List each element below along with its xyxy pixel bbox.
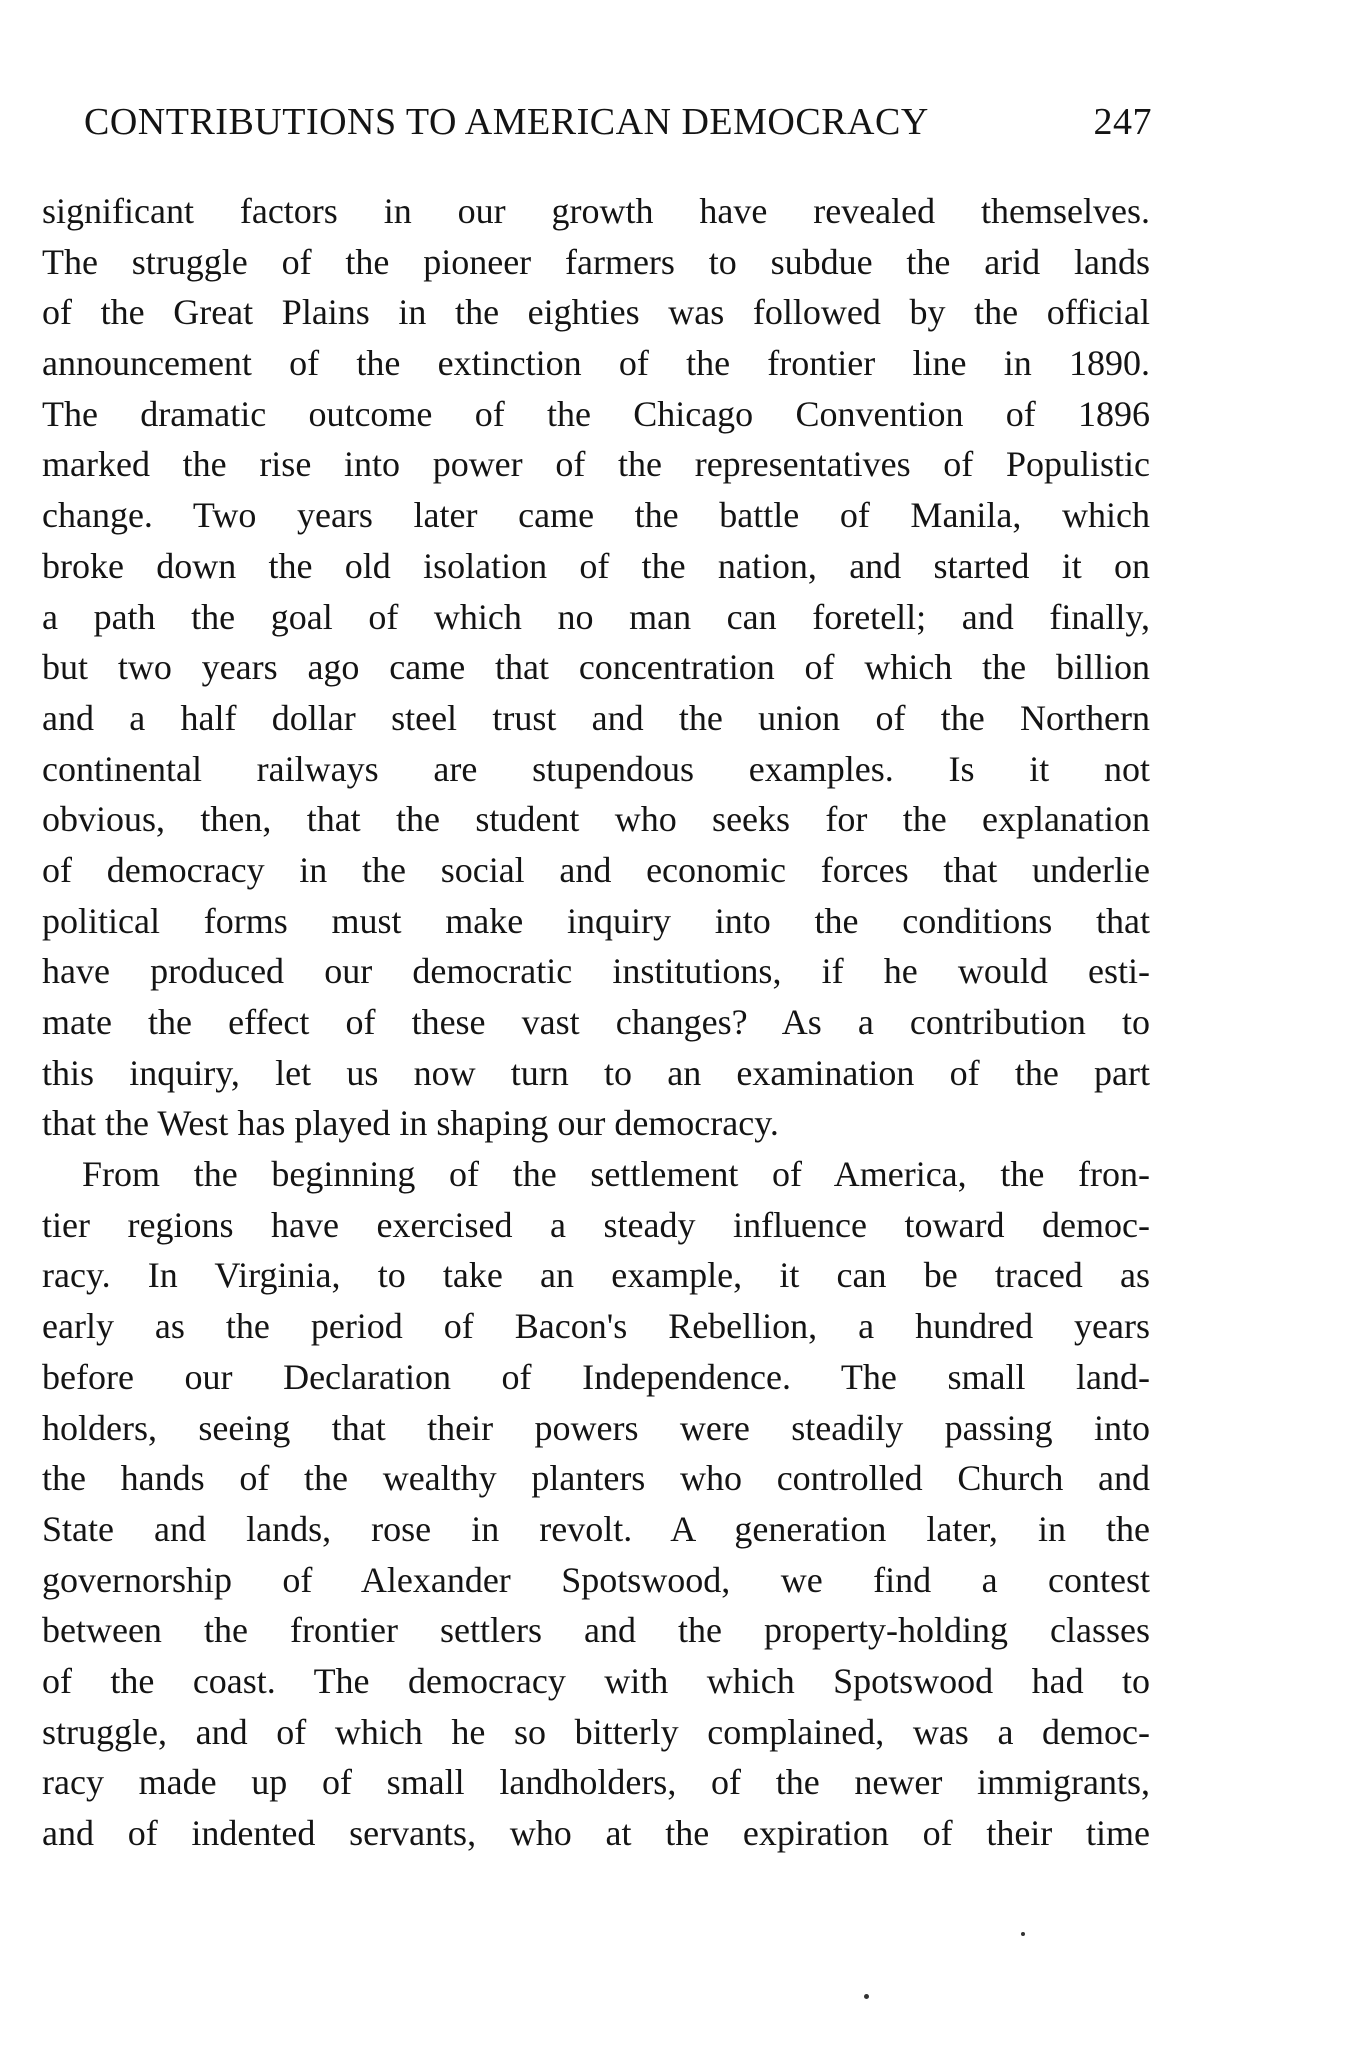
text-line: and of indented servants, who at the expiration of their time (42, 1813, 1150, 1853)
text-line: holders, seeing that their powers were steadily passing into (42, 1407, 1150, 1448)
text-line: announcement of the extinction of the frontier line in 1890. (42, 343, 1150, 384)
text-line: but two years ago came that concentration of which the billion (42, 647, 1150, 688)
text-line: of democracy in the social and economic forces that underlie (42, 849, 1150, 890)
text-line: State and lands, rose in revolt. A generation later, in the (42, 1508, 1150, 1549)
text-line: of the coast. The democracy with which Spotswood had to (42, 1660, 1150, 1701)
text-line: racy made up of small landholders, of the newer immigrants, (42, 1762, 1150, 1803)
ink-speck (1021, 1932, 1025, 1936)
text-line: between the frontier settlers and the property-holding classes (42, 1610, 1150, 1651)
text-line: early as the period of Bacon's Rebellion, a hundred years (42, 1306, 1150, 1347)
paragraph-1 (42, 186, 1150, 1149)
running-head (84, 92, 1152, 152)
text-line: mate the effect of these vast changes? As a contribution to (42, 1002, 1150, 1042)
text-line: that the West has played in shaping our democracy. (42, 1103, 779, 1144)
text-line: From the beginning of the settlement of America, the fron- (82, 1154, 1150, 1195)
text-line: struggle, and of which he so bitterly complained, was a democ- (42, 1711, 1150, 1752)
ink-speck (864, 1994, 869, 1999)
text-line: this inquiry, let us now turn to an examination of the part (42, 1052, 1150, 1093)
text-line: broke down the old isolation of the nation, and started it on (42, 545, 1150, 586)
running-head-title: CONTRIBUTIONS TO AMERICAN DEMOCRACY (84, 101, 929, 143)
text-line: a path the goal of which no man can foretell; and finally, (42, 596, 1150, 637)
text-line: political forms must make inquiry into the conditions that (42, 900, 1150, 941)
text-line: and a half dollar steel trust and the union of the Northern (42, 697, 1150, 738)
text-line: obvious, then, that the student who seeks for the explanation (42, 799, 1150, 840)
text-line: the hands of the wealthy planters who controlled Church and (42, 1458, 1150, 1499)
text-line: significant factors in our growth have revealed themselves. (42, 191, 1150, 231)
text-line: change. Two years later came the battle of Manila, which (42, 495, 1150, 536)
text-line: governorship of Alexander Spotswood, we find a contest (42, 1559, 1150, 1600)
paragraph-2 (42, 1149, 1150, 1859)
body-text (42, 186, 1150, 1859)
text-line: The struggle of the pioneer farmers to subdue the arid lands (42, 241, 1150, 282)
text-line: tier regions have exercised a steady influence toward democ- (42, 1204, 1150, 1245)
text-line: have produced our democratic institutions, if he would esti- (42, 951, 1150, 992)
page-number: 247 (1093, 101, 1152, 143)
text-line: The dramatic outcome of the Chicago Convention of 1896 (42, 393, 1150, 434)
text-line: before our Declaration of Independence. The small land- (42, 1356, 1150, 1397)
text-line: of the Great Plains in the eighties was followed by the official (42, 292, 1150, 333)
text-line: racy. In Virginia, to take an example, it can be traced as (42, 1255, 1150, 1296)
text-line: marked the rise into power of the representatives of Populistic (42, 444, 1150, 485)
text-line: continental railways are stupendous examples. Is it not (42, 748, 1150, 789)
